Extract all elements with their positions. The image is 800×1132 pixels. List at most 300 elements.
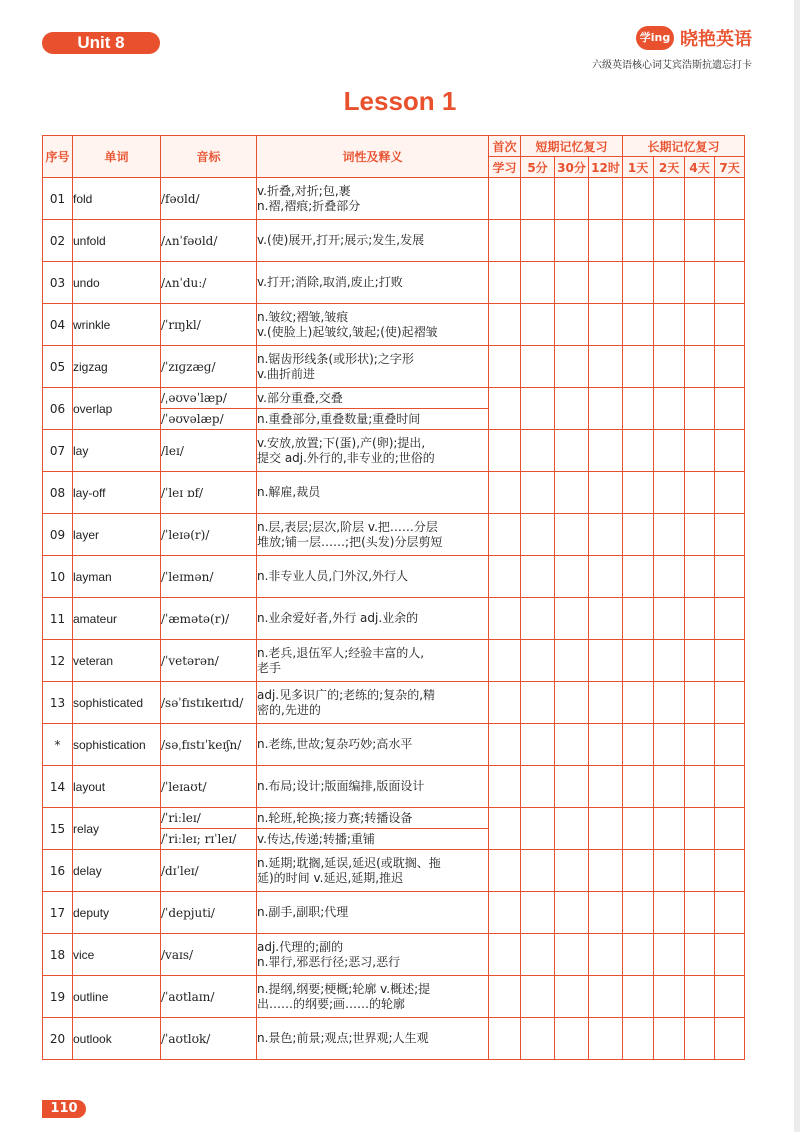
table-row (43, 472, 745, 514)
row-number: 17 (43, 892, 73, 934)
phonetic-cell: /ˈzɪɡzæɡ/ (161, 346, 257, 388)
row-number: 12 (43, 640, 73, 682)
checkbox-cell[interactable] (715, 262, 745, 304)
checkbox-cell[interactable] (489, 724, 521, 766)
checkbox-cell[interactable] (521, 724, 555, 766)
checkbox-cell[interactable] (555, 976, 589, 1018)
checkbox-cell[interactable] (489, 598, 521, 640)
row-number: 15 (43, 808, 73, 850)
checkbox-cell[interactable] (555, 598, 589, 640)
definition-cell (257, 934, 489, 976)
checkbox-cell[interactable] (555, 850, 589, 892)
checkbox-cell[interactable] (654, 766, 685, 808)
header-first-2: 学习 (489, 157, 521, 178)
checkbox-cell[interactable] (685, 892, 715, 934)
definition-line: n.业余爱好者,外行 adj.业余的 (257, 611, 419, 625)
checkbox-cell[interactable] (489, 346, 521, 388)
header-short-term: 短期记忆复习 (521, 136, 623, 157)
checkbox-cell[interactable] (521, 346, 555, 388)
table-row (43, 346, 745, 388)
checkbox-cell[interactable] (715, 934, 745, 976)
phonetic-cell: /səˈfɪstɪkeɪtɪd/ (161, 682, 257, 724)
checkbox-cell[interactable] (685, 934, 715, 976)
checkbox-cell[interactable] (623, 178, 654, 220)
checkbox-cell[interactable] (715, 472, 745, 514)
checkbox-cell[interactable] (555, 934, 589, 976)
definition-line: v.折叠,对折;包,裹 (257, 183, 351, 198)
checkbox-cell[interactable] (685, 640, 715, 682)
definition-cell (257, 640, 489, 682)
checkbox-cell[interactable] (589, 724, 623, 766)
table-row (43, 724, 745, 766)
checkbox-cell[interactable] (715, 514, 745, 556)
checkbox-cell[interactable] (685, 556, 715, 598)
checkbox-cell[interactable] (685, 766, 715, 808)
checkbox-cell[interactable] (715, 388, 745, 430)
phonetic-cell: /ˈaʊtlʊk/ (161, 1018, 257, 1060)
phonetic-cell: /vaɪs/ (161, 934, 257, 976)
checkbox-cell[interactable] (623, 262, 654, 304)
checkbox-cell[interactable] (685, 598, 715, 640)
checkbox-cell[interactable] (654, 304, 685, 346)
phonetic-cell: /ˈəʊvəlæp/ (161, 409, 257, 430)
checkbox-cell[interactable] (521, 262, 555, 304)
checkbox-cell[interactable] (715, 640, 745, 682)
header-long-term: 长期记忆复习 (623, 136, 745, 157)
checkbox-cell[interactable] (521, 556, 555, 598)
checkbox-cell[interactable] (654, 262, 685, 304)
word-cell: overlap (73, 388, 161, 430)
checkbox-cell[interactable] (654, 934, 685, 976)
tagline: 六级英语核心词艾宾浩斯抗遗忘打卡 (592, 60, 752, 71)
checkbox-cell[interactable] (685, 1018, 715, 1060)
checkbox-cell[interactable] (489, 220, 521, 262)
definition-cell (257, 178, 489, 220)
checkbox-cell[interactable] (589, 388, 623, 430)
table-row (43, 640, 745, 682)
checkbox-cell[interactable] (685, 346, 715, 388)
phonetic-cell: /ʌnˈfəʊld/ (161, 220, 257, 262)
row-number: 04 (43, 304, 73, 346)
definition-line: n.解雇,裁员 (257, 485, 321, 499)
header-word: 单词 (73, 136, 161, 178)
checkbox-cell[interactable] (555, 766, 589, 808)
brand-logo-icon: 学ing (636, 26, 674, 50)
checkbox-cell[interactable] (589, 850, 623, 892)
definition-cell (257, 556, 489, 598)
checkbox-cell[interactable] (489, 934, 521, 976)
checkbox-cell[interactable] (715, 430, 745, 472)
checkbox-cell[interactable] (489, 262, 521, 304)
checkbox-cell[interactable] (489, 178, 521, 220)
checkbox-cell[interactable] (521, 388, 555, 430)
phonetic-cell: /ˈleɪmən/ (161, 556, 257, 598)
checkbox-cell[interactable] (715, 682, 745, 724)
checkbox-cell[interactable] (555, 514, 589, 556)
checkbox-cell[interactable] (654, 388, 685, 430)
page-edge (794, 0, 800, 1132)
checkbox-cell[interactable] (521, 304, 555, 346)
brand (636, 24, 752, 52)
definition-line: v.曲折前进 (257, 366, 315, 381)
definition-line: 延)的时间 v.延迟,延期,推迟 (257, 870, 404, 885)
checkbox-cell[interactable] (555, 724, 589, 766)
phonetic-cell: /ˈrɪŋkl/ (161, 304, 257, 346)
checkbox-cell[interactable] (623, 220, 654, 262)
table-row (43, 808, 745, 829)
row-number: 08 (43, 472, 73, 514)
row-number: * (43, 724, 73, 766)
checkbox-cell[interactable] (489, 976, 521, 1018)
definition-cell: v.部分重叠,交叠 (257, 388, 489, 409)
checkbox-cell[interactable] (685, 304, 715, 346)
checkbox-cell[interactable] (715, 892, 745, 934)
checkbox-cell[interactable] (623, 640, 654, 682)
checkbox-cell[interactable] (489, 1018, 521, 1060)
definition-line: v.安放,放置;下(蛋),产(卵);提出, (257, 435, 426, 450)
checkbox-cell[interactable] (654, 808, 685, 850)
checkbox-cell[interactable] (489, 388, 521, 430)
checkbox-cell[interactable] (555, 220, 589, 262)
checkbox-cell[interactable] (555, 346, 589, 388)
checkbox-cell[interactable] (589, 262, 623, 304)
word-cell: fold (73, 178, 161, 220)
row-number: 02 (43, 220, 73, 262)
checkbox-cell[interactable] (685, 850, 715, 892)
phonetic-cell: /ˈaʊtlaɪn/ (161, 976, 257, 1018)
checkbox-cell[interactable] (521, 430, 555, 472)
row-number: 10 (43, 556, 73, 598)
brand-name: 晓艳英语 (680, 29, 752, 50)
definition-line: 密的,先进的 (257, 702, 321, 717)
definition-line: n.老练,世故;复杂巧妙;高水平 (257, 737, 413, 751)
phonetic-cell: /ˈriːleɪ; rɪˈleɪ/ (161, 829, 257, 850)
checkbox-cell[interactable] (623, 724, 654, 766)
word-cell: layer (73, 514, 161, 556)
checkbox-cell[interactable] (715, 976, 745, 1018)
checkbox-cell[interactable] (555, 262, 589, 304)
checkbox-cell[interactable] (521, 892, 555, 934)
checkbox-cell[interactable] (521, 976, 555, 1018)
checkbox-cell[interactable] (654, 514, 685, 556)
checkbox-cell[interactable] (654, 976, 685, 1018)
checkbox-cell[interactable] (589, 1018, 623, 1060)
checkbox-cell[interactable] (715, 220, 745, 262)
checkbox-cell[interactable] (489, 682, 521, 724)
checkbox-cell[interactable] (623, 304, 654, 346)
checkbox-cell[interactable] (623, 1018, 654, 1060)
table-row (43, 220, 745, 262)
checkbox-cell[interactable] (489, 556, 521, 598)
checkbox-cell[interactable] (715, 346, 745, 388)
checkbox-cell[interactable] (589, 430, 623, 472)
row-number: 13 (43, 682, 73, 724)
checkbox-cell[interactable] (685, 682, 715, 724)
definition-cell (257, 304, 489, 346)
table-row (43, 766, 745, 808)
checkbox-cell[interactable] (623, 472, 654, 514)
checkbox-cell[interactable] (685, 388, 715, 430)
checkbox-cell[interactable] (715, 1018, 745, 1060)
definition-cell: v.传达,传递;转播;重铺 (257, 829, 489, 850)
definition-cell (257, 850, 489, 892)
definition-cell (257, 976, 489, 1018)
definition-line: 提交 adj.外行的,非专业的;世俗的 (257, 450, 435, 465)
checkbox-cell[interactable] (715, 556, 745, 598)
checkbox-cell[interactable] (555, 682, 589, 724)
checkbox-cell[interactable] (555, 892, 589, 934)
checkbox-cell[interactable] (623, 808, 654, 850)
checkbox-cell[interactable] (521, 472, 555, 514)
word-cell: relay (73, 808, 161, 850)
checkbox-cell[interactable] (489, 766, 521, 808)
checkbox-cell[interactable] (589, 934, 623, 976)
checkbox-cell[interactable] (555, 178, 589, 220)
checkbox-cell[interactable] (589, 556, 623, 598)
checkbox-cell[interactable] (623, 556, 654, 598)
definition-line: n.提纲,纲要;梗概;轮廓 v.概述;提 (257, 981, 431, 996)
row-number: 14 (43, 766, 73, 808)
phonetic-cell: /ˈleɪə(r)/ (161, 514, 257, 556)
definition-line: n.锯齿形线条(或形状);之字形 (257, 351, 414, 366)
checkbox-cell[interactable] (489, 514, 521, 556)
checkbox-cell[interactable] (555, 640, 589, 682)
phonetic-cell: /fəʊld/ (161, 178, 257, 220)
row-number: 01 (43, 178, 73, 220)
definition-line: v.(使)展开,打开;展示;发生,发展 (257, 233, 425, 247)
checkbox-cell[interactable] (521, 514, 555, 556)
checkbox-cell[interactable] (521, 220, 555, 262)
checkbox-cell[interactable] (685, 472, 715, 514)
checkbox-cell[interactable] (715, 724, 745, 766)
checkbox-cell[interactable] (555, 1018, 589, 1060)
checkbox-cell[interactable] (589, 640, 623, 682)
checkbox-cell[interactable] (715, 598, 745, 640)
checkbox-cell[interactable] (589, 682, 623, 724)
checkbox-cell[interactable] (489, 850, 521, 892)
page-number: 110 (42, 1100, 86, 1118)
checkbox-cell[interactable] (654, 892, 685, 934)
checkbox-cell[interactable] (654, 346, 685, 388)
checkbox-cell[interactable] (589, 976, 623, 1018)
phonetic-cell: /səˌfɪstɪˈkeɪʃn/ (161, 724, 257, 766)
checkbox-cell[interactable] (654, 724, 685, 766)
word-cell: vice (73, 934, 161, 976)
checkbox-cell[interactable] (555, 472, 589, 514)
row-number: 18 (43, 934, 73, 976)
checkbox-cell[interactable] (589, 220, 623, 262)
checkbox-cell[interactable] (623, 598, 654, 640)
checkbox-cell[interactable] (555, 808, 589, 850)
word-cell: wrinkle (73, 304, 161, 346)
definition-cell (257, 1018, 489, 1060)
checkbox-cell[interactable] (715, 766, 745, 808)
checkbox-cell[interactable] (623, 892, 654, 934)
checkbox-cell[interactable] (715, 178, 745, 220)
table-row (43, 892, 745, 934)
checkbox-cell[interactable] (654, 850, 685, 892)
definition-line: n.层,表层;层次,阶层 v.把……分层 (257, 519, 438, 534)
definition-line: n.非专业人员,门外汉,外行人 (257, 569, 409, 583)
definition-cell (257, 724, 489, 766)
checkbox-cell[interactable] (715, 850, 745, 892)
checkbox-cell[interactable] (589, 304, 623, 346)
checkbox-cell[interactable] (623, 976, 654, 1018)
checkbox-cell[interactable] (555, 430, 589, 472)
checkbox-cell[interactable] (623, 388, 654, 430)
checkbox-cell[interactable] (685, 178, 715, 220)
checkbox-cell[interactable] (654, 1018, 685, 1060)
definition-line: n.褶,褶痕;折叠部分 (257, 198, 361, 213)
checkbox-cell[interactable] (489, 892, 521, 934)
checkbox-cell[interactable] (654, 598, 685, 640)
slot-12h: 12时 (589, 157, 623, 178)
checkbox-cell[interactable] (623, 430, 654, 472)
checkbox-cell[interactable] (489, 430, 521, 472)
definition-line: n.老兵,退伍军人;经验丰富的人, (257, 645, 425, 660)
row-number: 19 (43, 976, 73, 1018)
checkbox-cell[interactable] (521, 934, 555, 976)
definition-cell (257, 766, 489, 808)
word-cell: zigzag (73, 346, 161, 388)
checkbox-cell[interactable] (685, 976, 715, 1018)
checkbox-cell[interactable] (555, 556, 589, 598)
slot-5min: 5分 (521, 157, 555, 178)
checkbox-cell[interactable] (685, 514, 715, 556)
checkbox-cell[interactable] (521, 850, 555, 892)
phonetic-cell: /ˈæmətə(r)/ (161, 598, 257, 640)
slot-7day: 7天 (715, 157, 745, 178)
checkbox-cell[interactable] (489, 808, 521, 850)
slot-1day: 1天 (623, 157, 654, 178)
checkbox-cell[interactable] (521, 682, 555, 724)
table-row (43, 262, 745, 304)
table-row (43, 304, 745, 346)
checkbox-cell[interactable] (521, 808, 555, 850)
checkbox-cell[interactable] (555, 304, 589, 346)
checkbox-cell[interactable] (715, 304, 745, 346)
checkbox-cell[interactable] (623, 850, 654, 892)
word-cell: lay (73, 430, 161, 472)
definition-cell (257, 682, 489, 724)
phonetic-cell: /ʌnˈduː/ (161, 262, 257, 304)
checkbox-cell[interactable] (654, 640, 685, 682)
definition-line: n.延期;耽搁,延误,延迟(或耽搁、拖 (257, 855, 441, 870)
row-number: 05 (43, 346, 73, 388)
phonetic-cell: /ˈleɪ ɒf/ (161, 472, 257, 514)
checkbox-cell[interactable] (521, 598, 555, 640)
table-row (43, 1018, 745, 1060)
checkbox-cell[interactable] (521, 640, 555, 682)
word-cell: unfold (73, 220, 161, 262)
table-row (43, 850, 745, 892)
checkbox-cell[interactable] (489, 472, 521, 514)
definition-cell (257, 598, 489, 640)
checkbox-cell[interactable] (489, 640, 521, 682)
definition-cell (257, 430, 489, 472)
slot-4day: 4天 (685, 157, 715, 178)
definition-cell (257, 514, 489, 556)
checkbox-cell[interactable] (589, 178, 623, 220)
phonetic-cell: /dɪˈleɪ/ (161, 850, 257, 892)
word-cell: lay-off (73, 472, 161, 514)
unit-label: Unit 8 (42, 32, 160, 54)
checkbox-cell[interactable] (589, 472, 623, 514)
checkbox-cell[interactable] (654, 472, 685, 514)
checkbox-cell[interactable] (685, 430, 715, 472)
definition-line: n.罪行,邪恶行径;恶习,恶行 (257, 954, 401, 969)
vocab-body (43, 178, 745, 1060)
checkbox-cell[interactable] (685, 262, 715, 304)
checkbox-cell[interactable] (623, 682, 654, 724)
checkbox-cell[interactable] (589, 808, 623, 850)
checkbox-cell[interactable] (685, 808, 715, 850)
definition-line: n.皱纹;褶皱,皱痕 (257, 309, 349, 324)
checkbox-cell[interactable] (521, 766, 555, 808)
definition-line: n.景色;前景;观点;世界观;人生观 (257, 1031, 429, 1045)
checkbox-cell[interactable] (623, 346, 654, 388)
word-cell: delay (73, 850, 161, 892)
checkbox-cell[interactable] (521, 178, 555, 220)
definition-line: n.副手,副职;代理 (257, 905, 349, 919)
definition-line: v.(使脸上)起皱纹,皱起;(使)起褶皱 (257, 324, 438, 339)
header-phonetic: 音标 (161, 136, 257, 178)
checkbox-cell[interactable] (521, 1018, 555, 1060)
checkbox-cell[interactable] (589, 766, 623, 808)
checkbox-cell[interactable] (589, 892, 623, 934)
checkbox-cell[interactable] (489, 304, 521, 346)
checkbox-cell[interactable] (685, 724, 715, 766)
definition-line: n.布局;设计;版面编排,版面设计 (257, 779, 425, 793)
checkbox-cell[interactable] (685, 220, 715, 262)
checkbox-cell[interactable] (623, 934, 654, 976)
slot-30min: 30分 (555, 157, 589, 178)
definition-cell (257, 220, 489, 262)
table-row (43, 430, 745, 472)
checkbox-cell[interactable] (654, 430, 685, 472)
word-cell: undo (73, 262, 161, 304)
word-cell: sophistication (73, 724, 161, 766)
header-definition: 词性及释义 (257, 136, 489, 178)
checkbox-cell[interactable] (715, 808, 745, 850)
checkbox-cell[interactable] (654, 178, 685, 220)
checkbox-cell[interactable] (623, 766, 654, 808)
checkbox-cell[interactable] (555, 388, 589, 430)
row-number: 09 (43, 514, 73, 556)
phonetic-cell: /ˈriːleɪ/ (161, 808, 257, 829)
word-cell: outline (73, 976, 161, 1018)
checkbox-cell[interactable] (623, 514, 654, 556)
checkbox-cell[interactable] (589, 346, 623, 388)
checkbox-cell[interactable] (589, 598, 623, 640)
checkbox-cell[interactable] (654, 682, 685, 724)
checkbox-cell[interactable] (654, 220, 685, 262)
row-number: 20 (43, 1018, 73, 1060)
phonetic-cell: /ˈleɪaʊt/ (161, 766, 257, 808)
phonetic-cell: /ˈvetərən/ (161, 640, 257, 682)
table-row (43, 976, 745, 1018)
checkbox-cell[interactable] (654, 556, 685, 598)
definition-cell (257, 892, 489, 934)
table-row (43, 934, 745, 976)
definition-line: 老手 (257, 660, 282, 675)
phonetic-cell: /ˈdepjuti/ (161, 892, 257, 934)
definition-line: adj.代理的;副的 (257, 939, 344, 954)
definition-line: v.打开;消除,取消,废止;打败 (257, 275, 403, 289)
table-row (43, 556, 745, 598)
row-number: 11 (43, 598, 73, 640)
checkbox-cell[interactable] (589, 514, 623, 556)
